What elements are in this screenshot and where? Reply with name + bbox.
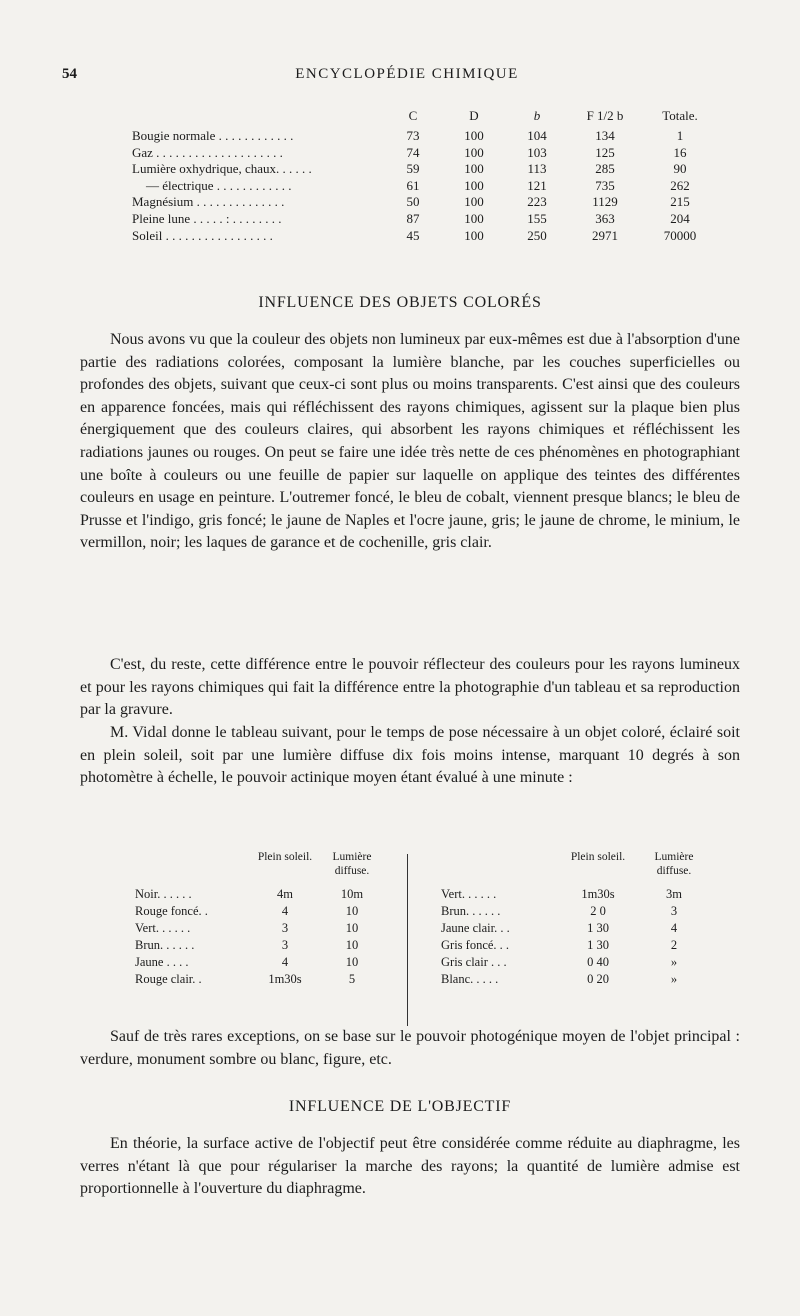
table-row [441,971,731,988]
table-cell: 4 [670,921,678,935]
column-header: Plein soleil. [257,851,313,863]
table-cell: 3m [666,887,682,901]
table-cell: 0 40 [587,955,609,969]
table-cell: 61 [406,177,420,193]
light-sources-table [132,108,752,244]
paragraph: M. Vidal donne le tableau suivant, pour le temps de pose nécessaire à un objet coloré, éclairé soit en plein soleil, soit par une lumière diffuse dix fois moins intense, marquant 10 degrés à son photomètre à échelle, le pouvoir actinique moyen étant évalué à une minute : [80,724,740,787]
row-label: Rouge clair. . [135,972,202,986]
row-label: Gris clair . . . [441,955,507,969]
table-row [132,145,752,162]
table-cell: 100 [464,210,484,226]
row-label: Blanc. . . . . [441,972,499,986]
table-cell: 285 [595,161,615,177]
table-cell: 103 [527,144,547,160]
row-label: Rouge foncé. . [135,904,208,918]
table-row [441,954,731,971]
paragraph: Sauf de très rares exceptions, on se base sur le pouvoir photogénique moyen de l'objet principal : verdure, monument sombre ou blanc, figure, etc. [80,1028,740,1068]
table-row [132,228,752,245]
row-label: Vert. . . . . . [441,887,497,901]
table-divider [407,854,408,1026]
row-label: Pleine lune . . . . . : . . . . . . . . [132,210,282,226]
table-row [135,937,405,954]
table-cell: 223 [527,194,547,210]
table-cell: 3 [281,921,289,935]
table-cell: 45 [406,227,420,243]
table-cell: 1 30 [587,921,609,935]
table-cell: 50 [406,194,420,210]
table-cell: 100 [464,161,484,177]
row-label: Magnésium . . . . . . . . . . . . . . [132,194,285,210]
row-label: Soleil . . . . . . . . . . . . . . . . . [132,227,273,243]
row-label: Lumière oxhydrique, chaux. . . . . . [132,161,312,177]
page-header [62,66,752,90]
paragraph: C'est, du reste, cette différence entre le pouvoir réflecteur des couleurs pour les rayons lumineux et pour les rayons chimiques qui fait la différence entre la photographie d'un tableau et sa reproduction par la gravure. [80,656,740,719]
paragraph: Nous avons vu que la couleur des objets non lumineux par eux-mêmes est due à l'absorption d'une partie des radiations colorées, composant la lumière blanche, par les couches superficielles ou profondes des objets, suivant que ceux-ci sont plus ou moins transparents. C'est ainsi que des couleurs en apparence foncées, mais qui réfléchissent des rayons chimiques, agissent sur la plaque bien plus énergiquement que des couleurs claires, qui absorbent les rayons chimiques et réfléchissent les radiations jaunes ou rouges. On peut se faire une idée très nette de ces phénomènes en photographiant une boîte à couleurs ou une feuille de papier sur laquelle on applique des teintes des différentes couleurs en usage en peinture. L'outremer foncé, le bleu de cobalt, viennent presque blancs; le bleu de Prusse et l'indigo, gris foncé; le jaune de Naples et l'ocre jaune, gris; le jaune de chrome, le minium, le vermillon, noir; les laques de garance et de cochenille, gris clair. [80,331,740,552]
column-header: Lumière diffuse. [654,851,694,877]
table-row [441,920,731,937]
row-label: Vert. . . . . . [135,921,191,935]
column-header: D [469,108,479,123]
table-cell: 204 [670,210,690,226]
table-cell: 100 [464,194,484,210]
table-cell: 4 [281,955,289,969]
table-cell: 100 [464,227,484,243]
table-row [441,903,731,920]
exposure-table-left [135,850,405,988]
table-row [132,211,752,228]
table-cell: 100 [464,144,484,160]
table-row [135,886,405,903]
table-row [132,128,752,145]
table-cell: 10 [345,955,359,969]
table-cell: 5 [348,972,356,986]
column-header: b [533,108,541,123]
table-row [132,178,752,195]
table-cell: » [670,955,678,969]
table-cell: 3 [281,938,289,952]
table-cell: 1 30 [587,938,609,952]
table-cell: 70000 [663,227,697,243]
table-cell: 2 0 [590,904,606,918]
table-cell: 104 [527,128,547,143]
table-row [135,920,405,937]
table-cell: 735 [595,177,615,193]
row-label: — électrique . . . . . . . . . . . . [146,177,292,193]
table-cell: 3 [670,904,678,918]
exposure-table-right [441,850,731,988]
table-cell: 0 20 [587,972,609,986]
row-label: Noir. . . . . . [135,887,192,901]
table-cell: 250 [527,227,547,243]
table-cell: 363 [595,210,615,226]
row-label: Brun. . . . . . [135,938,195,952]
page-number: 54 [62,66,77,82]
table-cell: 16 [673,144,687,160]
table-row [132,161,752,178]
table-cell: 10 [345,921,359,935]
table-header-row [135,850,405,886]
table-cell: 4m [277,887,293,901]
table-cell: 90 [673,161,687,177]
running-title: ENCYCLOPÉDIE CHIMIQUE [295,66,519,82]
table-cell: 10 [345,938,359,952]
table-row [441,937,731,954]
table-row [132,194,752,211]
column-header: C [408,108,418,123]
column-header: F 1/2 b [586,108,624,123]
column-header: Lumière diffuse. [332,851,372,877]
row-label: Brun. . . . . . [441,904,501,918]
table-row [135,954,405,971]
table-cell: 125 [595,144,615,160]
row-label: Gaz . . . . . . . . . . . . . . . . . . . . [132,144,283,160]
table-cell: 113 [527,161,547,177]
row-label: Gris foncé. . . [441,938,510,952]
table-header-row [132,108,752,128]
row-label: Jaune clair. . . [441,921,510,935]
paragraph: En théorie, la surface active de l'objectif peut être considérée comme réduite au diaphragme, les verres n'étant là que pour régulariser la marche des rayons; la quantité de lumière admise est proportionnelle à l'ouverture du diaphragme. [80,1135,740,1198]
table-cell: 1129 [592,194,618,210]
table-cell: 134 [595,128,615,143]
table-cell: 155 [527,210,547,226]
table-row [135,971,405,988]
table-cell: 1m30s [581,887,615,901]
table-cell: » [670,972,678,986]
table-cell: 2971 [592,227,618,243]
table-cell: 215 [670,194,690,210]
column-header: Totale. [662,108,698,123]
column-header: Plein soleil. [570,851,626,863]
table-cell: 2 [670,938,678,952]
row-label: Jaune . . . . [135,955,189,969]
table-cell: 1 [676,128,684,143]
table-cell: 73 [406,128,420,143]
table-cell: 87 [406,210,420,226]
table-row [441,886,731,903]
section-heading: INFLUENCE DE L'OBJECTIF [288,1098,512,1115]
section-heading: INFLUENCE DES OBJETS COLORÉS [258,294,542,311]
table-cell: 1m30s [268,972,302,986]
table-cell: 121 [527,177,547,193]
row-label: Bougie normale . . . . . . . . . . . . [132,128,294,143]
table-header-row [441,850,731,886]
table-cell: 262 [670,177,690,193]
table-cell: 10 [345,904,359,918]
table-cell: 10m [340,887,364,901]
table-cell: 74 [406,144,420,160]
table-row [135,903,405,920]
table-cell: 4 [281,904,289,918]
table-cell: 59 [406,161,420,177]
table-cell: 100 [464,177,484,193]
table-cell: 100 [464,128,484,143]
